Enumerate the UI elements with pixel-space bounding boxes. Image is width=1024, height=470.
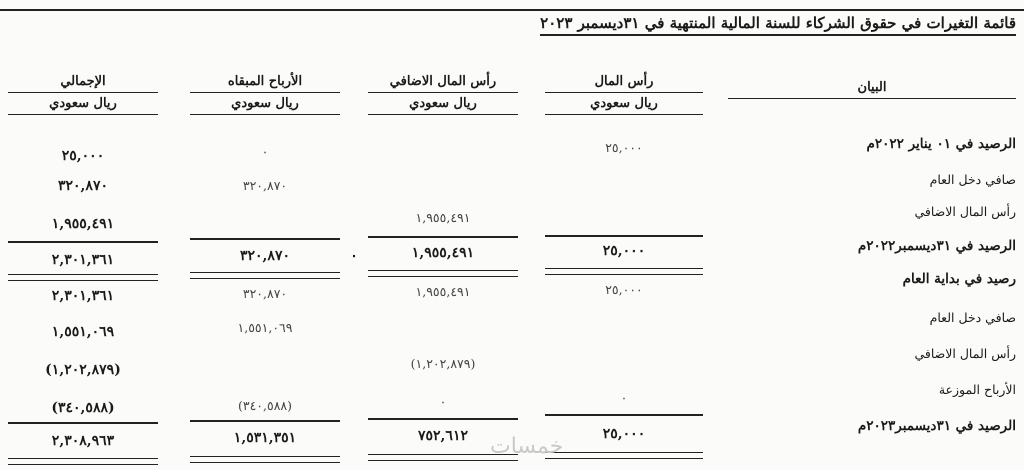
additional-capital-currency-label: ريال سعودي	[368, 93, 518, 115]
capital-cell: ٢٥,٠٠٠	[605, 140, 643, 155]
double-rule	[8, 458, 158, 465]
row-label: الرصيد في ٣١ديسمبر٢٠٢٣م	[857, 418, 1016, 434]
watermark: خمسات	[490, 434, 564, 459]
page-title: قائمة التغيرات في حقوق الشركاء للسنة المالية المنتهية في ٣١ديسمبر ٢٠٢٣	[540, 14, 1016, 36]
total-cell: ٢٥,٠٠٠	[61, 148, 105, 164]
row-label: رصيد في بداية العام	[902, 271, 1016, 287]
retained-earnings-header-label: الأرباح المبقاه	[190, 74, 340, 93]
row-label: صافي دخل العام	[929, 310, 1016, 325]
final-rule	[545, 414, 703, 416]
retained-cell: ٣٢٠,٨٧٠	[240, 248, 290, 264]
row-label: صافي دخل العام	[929, 172, 1016, 187]
retained-cell: (٣٤٠,٥٨٨)	[237, 398, 293, 413]
additional-cell: ١,٩٥٥,٤٩١	[411, 245, 475, 261]
capital-currency-label: ريال سعودي	[545, 93, 703, 115]
row-label: الرصيد في ٣١ديسمبر٢٠٢٢م	[857, 238, 1016, 254]
additional-cell: ١,٩٥٥,٤٩١	[415, 284, 471, 299]
final-rule	[8, 422, 158, 424]
additional-cell: ١,٩٥٥,٤٩١	[415, 210, 471, 225]
zero-marker: ٠	[350, 248, 358, 264]
double-rule	[545, 268, 703, 275]
total-cell: ١,٩٥٥,٤٩١	[51, 216, 115, 232]
row-label: رأس المال الاضافي	[914, 346, 1016, 361]
retained-earnings-currency-label: ريال سعودي	[190, 93, 340, 115]
additional-cell: ٧٥٢,٦١٢	[418, 428, 468, 444]
total-header	[8, 74, 158, 115]
total-currency-label: ريال سعودي	[8, 93, 158, 115]
additional-cell: ٠	[439, 394, 447, 409]
capital-cell: ٠	[620, 390, 628, 405]
row-label: رأس المال الاضافي	[914, 204, 1016, 219]
additional-capital-header-label: رأس المال الاضافي	[368, 74, 518, 93]
final-rule	[190, 420, 340, 422]
capital-cell: ٢٥,٠٠٠	[602, 243, 646, 259]
subtotal-rule	[8, 241, 158, 243]
capital-header	[545, 74, 703, 115]
double-rule	[368, 270, 518, 277]
subtotal-rule	[545, 235, 703, 237]
capital-header-label: رأس المال	[545, 74, 703, 93]
row-label: الرصيد في ٠١ يناير ٢٠٢٢م	[866, 136, 1016, 152]
total-cell: (١,٢٠٢,٨٧٩)	[45, 362, 121, 378]
retained-cell: ٣٢٠,٨٧٠	[242, 286, 288, 301]
retained-cell: ٣٢٠,٨٧٠	[242, 178, 288, 193]
total-cell: ٢,٣٠١,٣٦١	[51, 252, 115, 268]
total-cell: (٣٤٠,٥٨٨)	[51, 400, 115, 416]
additional-cell: (١,٢٠٢,٨٧٩)	[410, 356, 476, 371]
total-cell: ٣٢٠,٨٧٠	[58, 178, 108, 194]
subtotal-rule	[190, 238, 340, 240]
double-rule	[545, 452, 703, 459]
double-rule	[190, 272, 340, 279]
capital-cell: ٢٥,٠٠٠	[605, 282, 643, 297]
description-header-label: البيان	[728, 80, 1016, 99]
subtotal-rule	[368, 236, 518, 238]
row-label: الأرباح الموزعة	[938, 382, 1016, 397]
description-header	[728, 80, 1016, 99]
total-cell: ٢,٣٠٨,٩٦٣	[51, 433, 115, 449]
retained-earnings-header	[190, 74, 340, 115]
total-cell: ١,٥٥١,٠٦٩	[51, 324, 115, 340]
total-header-label: الإجمالي	[8, 74, 158, 93]
capital-cell: ٢٥,٠٠٠	[602, 426, 646, 442]
final-rule	[368, 418, 518, 420]
additional-capital-header	[368, 74, 518, 115]
double-rule	[8, 274, 158, 281]
retained-cell: ١,٥٥١,٠٦٩	[237, 320, 293, 335]
retained-cell: ١,٥٣١,٣٥١	[233, 430, 297, 446]
double-rule	[190, 456, 340, 463]
total-cell: ٢,٣٠١,٣٦١	[51, 288, 115, 304]
retained-cell: ٠	[261, 144, 269, 159]
top-rule	[0, 9, 1024, 11]
